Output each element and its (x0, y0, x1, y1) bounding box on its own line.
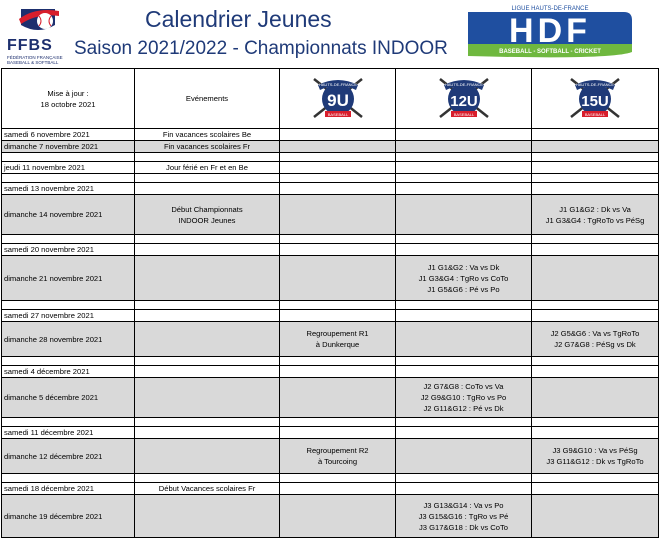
match-cell-u12 (396, 439, 532, 474)
spacer-row (2, 357, 659, 366)
event-cell (135, 183, 280, 195)
table-row (2, 141, 659, 153)
spacer-cell (396, 474, 532, 483)
hdf-ligue-text: LIGUE HAUTS-DE-FRANCE (511, 6, 589, 12)
spacer-cell (280, 153, 396, 162)
spacer-cell (280, 301, 396, 310)
match-cell-u15 (532, 256, 659, 301)
spacer-cell (280, 357, 396, 366)
table-row (2, 183, 659, 195)
date-cell: samedi 6 novembre 2021 (2, 129, 135, 141)
badge-12u-region: HAUTS-DE-FRANCE (444, 81, 483, 87)
match-cell-u12 (396, 495, 532, 538)
spacer-cell (532, 174, 659, 183)
spacer-cell (532, 301, 659, 310)
update-label: Mise à jour : (47, 88, 89, 98)
cell-line: Regroupement R2 (306, 446, 369, 455)
cell-line: J2 G9&G10 : TgRo vs Po (420, 393, 507, 402)
page-subtitle: Saison 2021/2022 - Championnats INDOOR (74, 38, 448, 59)
spacer-cell (2, 235, 135, 244)
match-cell-u12 (396, 322, 532, 357)
match-cell-u12 (396, 162, 532, 174)
spacer-cell (532, 418, 659, 427)
ffbs-wordmark: FFBS (7, 37, 53, 54)
badge-9u-cat: 9U (326, 90, 349, 110)
table-row (2, 495, 659, 538)
match-cell-u12 (396, 141, 532, 153)
spacer-cell (396, 357, 532, 366)
table-row (2, 310, 659, 322)
date-cell: samedi 13 novembre 2021 (2, 183, 135, 195)
date-cell: samedi 4 décembre 2021 (2, 366, 135, 378)
ffbs-baseball-icon (15, 5, 61, 35)
event-cell: Fin vacances scolaires Fr (135, 141, 280, 153)
match-cell-u12 (396, 366, 532, 378)
match-cell-u15 (532, 183, 659, 195)
cell-line: J2 G7&G8 : PéSg vs Dk (554, 340, 636, 349)
cell-line: à Tourcoing (317, 457, 358, 466)
spacer-cell (396, 301, 532, 310)
date-cell: dimanche 14 novembre 2021 (2, 195, 135, 235)
cell-line: INDOOR Jeunes (178, 215, 236, 225)
spacer-row (2, 153, 659, 162)
spacer-cell (2, 174, 135, 183)
table-row (2, 439, 659, 474)
event-cell (135, 195, 280, 235)
date-cell: dimanche 19 décembre 2021 (2, 495, 135, 538)
event-cell (135, 256, 280, 301)
event-cell (135, 322, 280, 357)
event-cell (135, 378, 280, 418)
event-cell: Jour férié en Fr et en Be (135, 162, 280, 174)
cell-line: Début Championnats (171, 204, 243, 214)
match-cell-u15 (532, 310, 659, 322)
table-row (2, 129, 659, 141)
hdf-sports-text: BASEBALL - SOFTBALL - CRICKET (499, 49, 601, 55)
spacer-cell (135, 153, 280, 162)
match-cell-u9 (280, 141, 396, 153)
match-cell-u12 (396, 310, 532, 322)
badge-12u-sport: BASEBALL (453, 111, 474, 117)
table-row (2, 195, 659, 235)
date-cell: dimanche 5 décembre 2021 (2, 378, 135, 418)
cell-line: à Dunkerque (315, 340, 360, 349)
spacer-cell (532, 474, 659, 483)
table-row (2, 256, 659, 301)
match-cell-u15 (532, 366, 659, 378)
badge-9u-cell (280, 69, 396, 129)
spacer-cell (135, 301, 280, 310)
match-cell-u12 (396, 427, 532, 439)
cell-line: J1 G3&G4 : TgRoTo vs PéSg (545, 215, 645, 225)
event-cell (135, 366, 280, 378)
match-cell-u15 (532, 427, 659, 439)
badge-15u-cell (532, 69, 659, 129)
ffbs-logo (5, 3, 73, 63)
match-cell-u9 (280, 310, 396, 322)
spacer-row (2, 474, 659, 483)
badge-12u-cell (396, 69, 532, 129)
table-row (2, 366, 659, 378)
cell-line: J1 G1&G2 : Va vs Dk (427, 262, 500, 272)
table-row (2, 162, 659, 174)
match-cell-u12 (396, 195, 532, 235)
cell-line: J3 G9&G10 : Va vs PéSg (552, 446, 638, 455)
date-cell: jeudi 11 novembre 2021 (2, 162, 135, 174)
cell-line: J3 G13&G14 : Va vs Po (423, 500, 504, 510)
spacer-cell (2, 357, 135, 366)
event-cell: Fin vacances scolaires Be (135, 129, 280, 141)
match-cell-u15 (532, 483, 659, 495)
update-cell (2, 69, 135, 129)
badge-15u-cat: 15U (581, 92, 609, 110)
cell-line: J1 G3&G4 : TgRo vs CoTo (418, 273, 509, 283)
spacer-row (2, 301, 659, 310)
spacer-cell (396, 174, 532, 183)
badge-15u-icon (565, 71, 625, 127)
match-cell-u15 (532, 322, 659, 357)
cell-line: J2 G11&G12 : Pé vs Dk (423, 404, 504, 413)
spacer-row (2, 418, 659, 427)
match-cell-u15 (532, 439, 659, 474)
page-title: Calendrier Jeunes (145, 6, 332, 32)
cell-line: Regroupement R1 (306, 329, 369, 338)
match-cell-u9 (280, 366, 396, 378)
badge-15u-sport: BASEBALL (584, 111, 606, 117)
event-cell: Début Vacances scolaires Fr (135, 483, 280, 495)
spacer-row (2, 235, 659, 244)
match-cell-u12 (396, 183, 532, 195)
match-cell-u15 (532, 378, 659, 418)
badge-12u-cat: 12U (449, 92, 478, 110)
match-cell-u9 (280, 256, 396, 301)
spacer-cell (280, 174, 396, 183)
table-row (2, 322, 659, 357)
match-cell-u15 (532, 141, 659, 153)
spacer-cell (2, 153, 135, 162)
match-cell-u12 (396, 256, 532, 301)
badge-15u-region: HAUTS-DE-FRANCE (575, 81, 615, 87)
match-cell-u9 (280, 322, 396, 357)
date-cell: samedi 20 novembre 2021 (2, 244, 135, 256)
event-cell (135, 310, 280, 322)
match-cell-u9 (280, 378, 396, 418)
match-cell-u9 (280, 195, 396, 235)
table-header-row (2, 69, 659, 129)
spacer-cell (2, 301, 135, 310)
match-cell-u9 (280, 162, 396, 174)
hdf-letters: HDF (509, 12, 591, 50)
spacer-cell (2, 474, 135, 483)
match-cell-u9 (280, 183, 396, 195)
cell-line: J3 G17&G18 : Dk vs CoTo (418, 522, 509, 532)
spacer-row (2, 174, 659, 183)
spacer-cell (532, 357, 659, 366)
match-cell-u9 (280, 483, 396, 495)
spacer-cell (532, 235, 659, 244)
match-cell-u12 (396, 378, 532, 418)
event-cell (135, 244, 280, 256)
table-row (2, 378, 659, 418)
event-cell (135, 427, 280, 439)
date-cell: samedi 11 décembre 2021 (2, 427, 135, 439)
spacer-cell (135, 357, 280, 366)
spacer-cell (396, 235, 532, 244)
match-cell-u15 (532, 162, 659, 174)
spacer-cell (135, 174, 280, 183)
calendar-table (1, 68, 659, 538)
spacer-cell (396, 153, 532, 162)
match-cell-u15 (532, 195, 659, 235)
date-cell: dimanche 7 novembre 2021 (2, 141, 135, 153)
date-cell: samedi 27 novembre 2021 (2, 310, 135, 322)
badge-9u-sport: BASEBALL (327, 111, 348, 117)
cell-line: J3 G11&G12 : Dk vs TgRoTo (546, 457, 644, 466)
match-cell-u12 (396, 483, 532, 495)
match-cell-u9 (280, 244, 396, 256)
match-cell-u9 (280, 439, 396, 474)
badge-12u-icon (434, 71, 494, 127)
date-cell: dimanche 28 novembre 2021 (2, 322, 135, 357)
hdf-ligue-logo (462, 4, 638, 62)
spacer-cell (135, 235, 280, 244)
event-cell (135, 439, 280, 474)
date-cell: dimanche 12 décembre 2021 (2, 439, 135, 474)
badge-9u-icon (308, 71, 368, 127)
cell-line: J1 G5&G6 : Pé vs Po (427, 284, 500, 294)
events-header: Evénements (135, 69, 280, 129)
cell-line: J1 G1&G2 : Dk vs Va (559, 204, 631, 214)
date-cell: samedi 18 décembre 2021 (2, 483, 135, 495)
cell-line: J3 G15&G16 : TgRo vs Pé (418, 511, 509, 521)
table-row (2, 427, 659, 439)
spacer-cell (280, 235, 396, 244)
match-cell-u12 (396, 244, 532, 256)
cell-line: J2 G7&G8 : CoTo vs Va (423, 382, 504, 391)
match-cell-u9 (280, 427, 396, 439)
spacer-cell (280, 418, 396, 427)
spacer-cell (2, 418, 135, 427)
spacer-cell (280, 474, 396, 483)
spacer-cell (135, 474, 280, 483)
spacer-cell (135, 418, 280, 427)
match-cell-u9 (280, 129, 396, 141)
match-cell-u9 (280, 495, 396, 538)
spacer-cell (396, 418, 532, 427)
ffbs-subtitle: FÉDÉRATION FRANÇAISE BASEBALL & SOFTBALL (7, 55, 63, 65)
match-cell-u12 (396, 129, 532, 141)
badge-9u-region: HAUTS-DE-FRANCE (318, 81, 357, 87)
match-cell-u15 (532, 495, 659, 538)
update-date: 18 octobre 2021 (40, 99, 96, 109)
page-header (0, 0, 660, 66)
match-cell-u15 (532, 244, 659, 256)
cell-line: J2 G5&G6 : Va vs TgRoTo (550, 329, 640, 338)
match-cell-u15 (532, 129, 659, 141)
date-cell: dimanche 21 novembre 2021 (2, 256, 135, 301)
event-cell (135, 495, 280, 538)
spacer-cell (532, 153, 659, 162)
table-row (2, 244, 659, 256)
table-row (2, 483, 659, 495)
